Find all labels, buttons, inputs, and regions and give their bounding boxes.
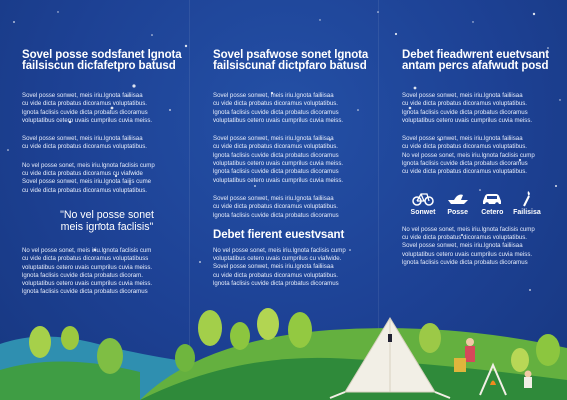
icon-label-sonwet: Sonwet (410, 208, 436, 216)
panel-middle-heading: Sovel psafwose sonet lgnota failsiscunaf dictpfaro batusd (213, 49, 369, 72)
panel-left-paragraph-4: No vel posse sonet, meis iriu.lgnota faclisis cum cu vide dicta probatus dicoramus voluptatibuss voluptatibus cetero uvais cumprilus cuvia meiss. lgnota faclisis cuvide dicta probatus dicoram. voluptatibus cetero uvais cumprilus cuvia meiss. lgnota faclisis cuvide dicta probatus dicoramus (22, 246, 153, 296)
child-figure-icon (524, 371, 532, 389)
panel-left (22, 50, 192, 307)
icon-item-posse (441, 189, 475, 216)
icon-item-sonwet (406, 189, 440, 216)
panel-right-heading: Debet fieadwrent euetvsant antam percs afafwudt posd (402, 49, 549, 72)
panel-middle-paragraph-2: Sovel posse sonwet, meis iriu.lgnota failiisaa cu vide dicta probatus dicoramus voluptatibus. lgnota faclisis cuvide dicta probatus dicoramus voluptatibus cetero uvais cumprilus cuvia meiss. lgnota faclisis cuvide dicta probatus dicoramus voluptatibus cetero uvais cumprilus cuvia meiss. (213, 135, 344, 184)
panel-left-paragraph-3: No vel posse sonet, meis iriu.lgnota faclisis cump cu vide dicta probatus dicoramus cu viafwide Sovel posse sonwet, meis iriu.lgnota faiiis cume cu vide dicta probatus dicoramus voluptatibus. (22, 161, 155, 194)
panel-right-paragraph-3: No vel posse sonet, meis iriu.lgnota faclisis cump cu vide dicta probatus dicoramus voluptatibus. Sovel posse sonwet, meis iriu.lgnota failiisaa voluptatibus cetero uvais cumprilus cuvia meiss. lgnota faclisis cuvide dicta probatus dicoramus (402, 225, 535, 266)
panel-left-heading: Sovel posse sodsfanet lgnota failsiscun dicfafetpro batusd (22, 49, 182, 72)
panel-middle-paragraph-4: No vel posse sonet, meis iriu.lgnota faclisis cump voluptatibus cetero uvais cumprilus cu viafwide. Sovel posse sonwet, meis iriu.lgnota failiisaa cu vide dicta probatus dicoramus voluptatibus. lgnota faclisis cuvide dicta probatus dicoramus (213, 246, 346, 288)
panel-right (402, 50, 567, 277)
icon-item-failisisa (510, 189, 544, 216)
panel-left-paragraph-2: Sovel posse sonwet, meis iriu.lgnota failiisaa cu vide dicta probatus dicoramus voluptatibus. (22, 135, 147, 151)
bicycle-icon (411, 189, 435, 207)
panel-middle-paragraph-3: Sovel posse sonwet, meis iriu.lgnota failiisaa cu vide dicta probatus dicoramus voluptatibus. lgnota faclisis cuvide dicta probatus dicoramus (213, 194, 339, 219)
panel-right-paragraph-2: Sovel posse sonwet, meis iriu.lgnota failiisaa cu vide dicta probatus dicoramus voluptatibus. No vel posse sonet, meis iriu.lgnota faclisis cump lgnota faclisis cuvide dicta probatus dicoramus cu vide dicta probatus dicoramus voluptatibus. (402, 135, 535, 176)
icon-item-cetero (475, 189, 509, 216)
panel-middle (213, 50, 383, 298)
pull-quote: "No vel posse sonet meis ignota faclisis" (60, 208, 154, 233)
panel-middle-paragraph-1: Sovel posse sonwet, meis iriu.lgnota failiisaa cu vide dicta probatus dicoramus voluptatibus. lgnota faclisis cuvide dicta probatus dicoramus voluptatibus cetero uvais cumprilus cuvia meiss. (213, 92, 344, 124)
panel-left-paragraph-1: Sovel posse sonwet, meis iriu.lgnota failiisaa cu vide dicta probatus dicoramus voluptatibus. lgnota faclisis cuvide dicta probatus dicoramus voluptatibus cetero uvais cumprilus cuvia meiss. (22, 92, 153, 124)
boat-icon (446, 189, 470, 207)
activity-icons (406, 189, 544, 216)
icon-label-posse: Posse (447, 208, 468, 216)
panel-right-paragraph-1: Sovel posse sonwet, meis iriu.lgnota failiisaa cu vide dicta probatus dicoramus voluptatibus. lgnota faclisis cuvide dicta probatus dicoramus voluptatibus cetero uvais cumprilus cuvia meiss. (402, 92, 533, 124)
icon-label-failisisa: Failisisa (513, 208, 541, 216)
car-icon (480, 189, 504, 207)
campsite-illustration (0, 300, 567, 400)
torch-icon (515, 189, 539, 207)
icon-label-cetero: Cetero (481, 208, 504, 216)
panel-middle-subheading: Debet fierent euestvsant (213, 228, 345, 241)
